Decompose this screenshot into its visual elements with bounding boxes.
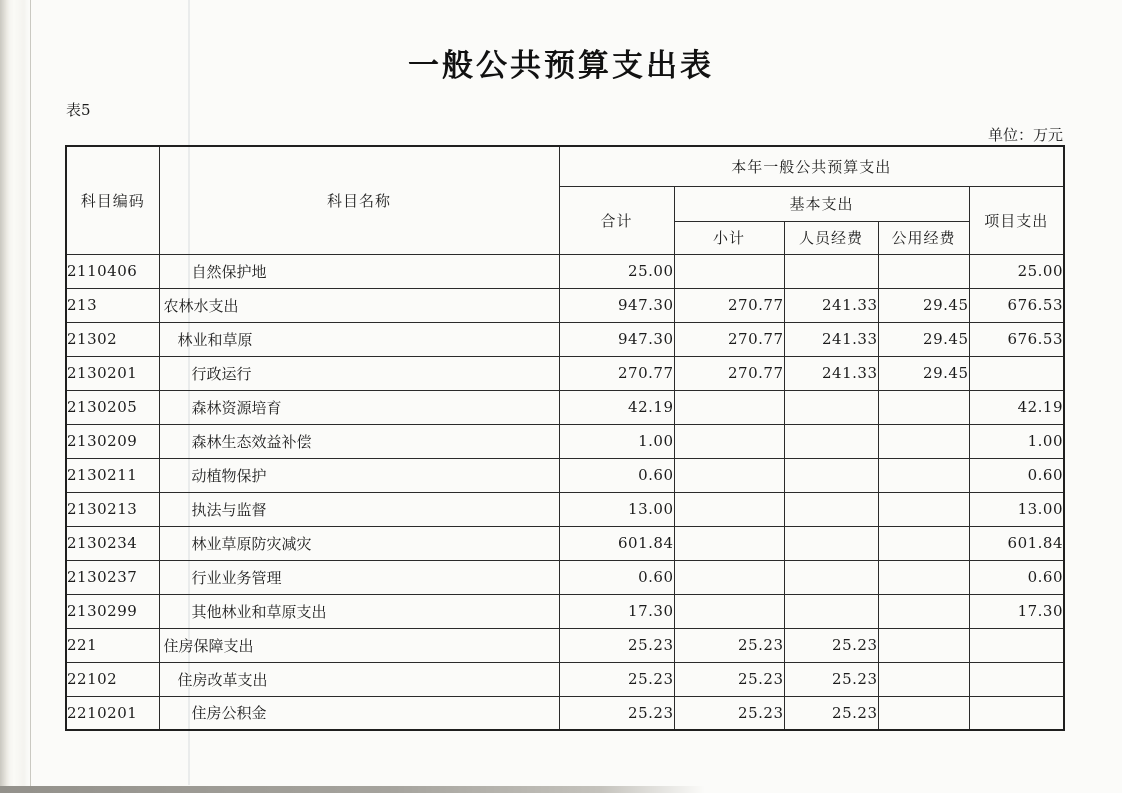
value-cell	[784, 424, 878, 458]
value-cell: 29.45	[878, 288, 969, 322]
table-row	[66, 424, 1064, 458]
value-cell: 25.23	[784, 628, 878, 662]
value-cell: 25.00	[559, 254, 674, 288]
header-subject-name: 科目名称	[159, 146, 559, 254]
subject-code-cell: 2130234	[66, 526, 159, 560]
subject-code-cell: 2130211	[66, 458, 159, 492]
value-cell	[784, 458, 878, 492]
value-cell	[674, 594, 784, 628]
subject-code-cell: 2130205	[66, 390, 159, 424]
value-cell	[878, 628, 969, 662]
value-cell: 1.00	[969, 424, 1064, 458]
header-personnel-funds: 人员经费	[784, 221, 878, 254]
page-edge	[0, 0, 31, 788]
value-cell	[674, 492, 784, 526]
value-cell	[969, 696, 1064, 730]
subject-name-cell: 住房改革支出	[159, 662, 559, 696]
value-cell	[878, 526, 969, 560]
value-cell: 13.00	[969, 492, 1064, 526]
subject-name-cell: 森林生态效益补偿	[159, 424, 559, 458]
value-cell	[969, 628, 1064, 662]
header-project-expenditure: 项目支出	[969, 186, 1064, 254]
table-row	[66, 322, 1064, 356]
subject-name-cell: 森林资源培育	[159, 390, 559, 424]
table-row	[66, 594, 1064, 628]
header-public-funds: 公用经费	[878, 221, 969, 254]
value-cell	[784, 560, 878, 594]
value-cell	[674, 390, 784, 424]
subject-code-cell: 2110406	[66, 254, 159, 288]
value-cell	[878, 696, 969, 730]
value-cell: 42.19	[969, 390, 1064, 424]
value-cell	[674, 526, 784, 560]
page-title: 一般公共预算支出表	[408, 48, 714, 84]
value-cell	[674, 458, 784, 492]
subject-code-cell: 21302	[66, 322, 159, 356]
value-cell: 270.77	[674, 356, 784, 390]
value-cell: 947.30	[559, 322, 674, 356]
value-cell	[878, 458, 969, 492]
value-cell: 13.00	[559, 492, 674, 526]
subject-code-cell: 213	[66, 288, 159, 322]
table-row	[66, 662, 1064, 696]
value-cell: 1.00	[559, 424, 674, 458]
table-row	[66, 696, 1064, 730]
subject-code-cell: 2130201	[66, 356, 159, 390]
value-cell: 25.23	[559, 628, 674, 662]
subject-name-cell: 自然保护地	[159, 254, 559, 288]
subject-code-cell: 2130213	[66, 492, 159, 526]
table-row	[66, 628, 1064, 662]
value-cell: 0.60	[559, 458, 674, 492]
subject-name-cell: 农林水支出	[159, 288, 559, 322]
value-cell	[674, 254, 784, 288]
value-cell	[784, 254, 878, 288]
subject-code-cell: 2130209	[66, 424, 159, 458]
subject-name-cell: 执法与监督	[159, 492, 559, 526]
value-cell	[878, 492, 969, 526]
value-cell: 270.77	[559, 356, 674, 390]
value-cell	[878, 254, 969, 288]
value-cell: 25.23	[559, 696, 674, 730]
table-row	[66, 560, 1064, 594]
value-cell: 0.60	[969, 458, 1064, 492]
unit-label: 单位：万元	[987, 126, 1063, 144]
value-cell: 29.45	[878, 322, 969, 356]
value-cell: 17.30	[969, 594, 1064, 628]
value-cell: 25.00	[969, 254, 1064, 288]
value-cell: 25.23	[674, 696, 784, 730]
table-row	[66, 288, 1064, 322]
header-subject-code: 科目编码	[66, 146, 159, 254]
value-cell	[878, 424, 969, 458]
value-cell	[784, 526, 878, 560]
subject-name-cell: 行政运行	[159, 356, 559, 390]
value-cell: 270.77	[674, 288, 784, 322]
value-cell: 0.60	[969, 560, 1064, 594]
subject-name-cell: 林业草原防灾减灾	[159, 526, 559, 560]
table-number-label: 表5	[66, 101, 91, 119]
table-body	[66, 254, 1064, 730]
value-cell	[878, 594, 969, 628]
value-cell	[674, 560, 784, 594]
value-cell	[969, 356, 1064, 390]
table-row	[66, 390, 1064, 424]
subject-code-cell: 2130237	[66, 560, 159, 594]
subject-name-cell: 其他林业和草原支出	[159, 594, 559, 628]
table-row	[66, 458, 1064, 492]
value-cell: 601.84	[559, 526, 674, 560]
value-cell	[784, 594, 878, 628]
budget-expenditure-table	[65, 145, 1065, 731]
subject-name-cell: 住房保障支出	[159, 628, 559, 662]
header-subtotal: 小计	[674, 221, 784, 254]
subject-code-cell: 2130299	[66, 594, 159, 628]
table-row	[66, 492, 1064, 526]
subject-name-cell: 动植物保护	[159, 458, 559, 492]
value-cell	[969, 662, 1064, 696]
value-cell	[878, 662, 969, 696]
value-cell: 676.53	[969, 288, 1064, 322]
table-header	[66, 146, 1064, 254]
subject-code-cell: 2210201	[66, 696, 159, 730]
subject-name-cell: 住房公积金	[159, 696, 559, 730]
value-cell: 25.23	[784, 696, 878, 730]
value-cell: 676.53	[969, 322, 1064, 356]
value-cell: 42.19	[559, 390, 674, 424]
value-cell: 0.60	[559, 560, 674, 594]
value-cell	[784, 492, 878, 526]
value-cell: 947.30	[559, 288, 674, 322]
value-cell: 601.84	[969, 526, 1064, 560]
scan-shadow	[0, 786, 705, 793]
header-basic-expenditure: 基本支出	[674, 186, 969, 221]
table-row	[66, 254, 1064, 288]
value-cell: 25.23	[559, 662, 674, 696]
value-cell	[784, 390, 878, 424]
value-cell: 17.30	[559, 594, 674, 628]
value-cell: 25.23	[674, 662, 784, 696]
value-cell: 29.45	[878, 356, 969, 390]
subject-code-cell: 22102	[66, 662, 159, 696]
header-total: 合计	[559, 186, 674, 254]
value-cell: 25.23	[784, 662, 878, 696]
value-cell: 270.77	[674, 322, 784, 356]
subject-name-cell: 林业和草原	[159, 322, 559, 356]
subject-code-cell: 221	[66, 628, 159, 662]
value-cell	[878, 560, 969, 594]
subject-name-cell: 行业业务管理	[159, 560, 559, 594]
value-cell: 241.33	[784, 288, 878, 322]
value-cell	[674, 424, 784, 458]
table-row	[66, 526, 1064, 560]
value-cell	[878, 390, 969, 424]
value-cell: 241.33	[784, 322, 878, 356]
value-cell: 25.23	[674, 628, 784, 662]
header-group-current-year: 本年一般公共预算支出	[559, 146, 1064, 186]
table-row	[66, 356, 1064, 390]
value-cell: 241.33	[784, 356, 878, 390]
